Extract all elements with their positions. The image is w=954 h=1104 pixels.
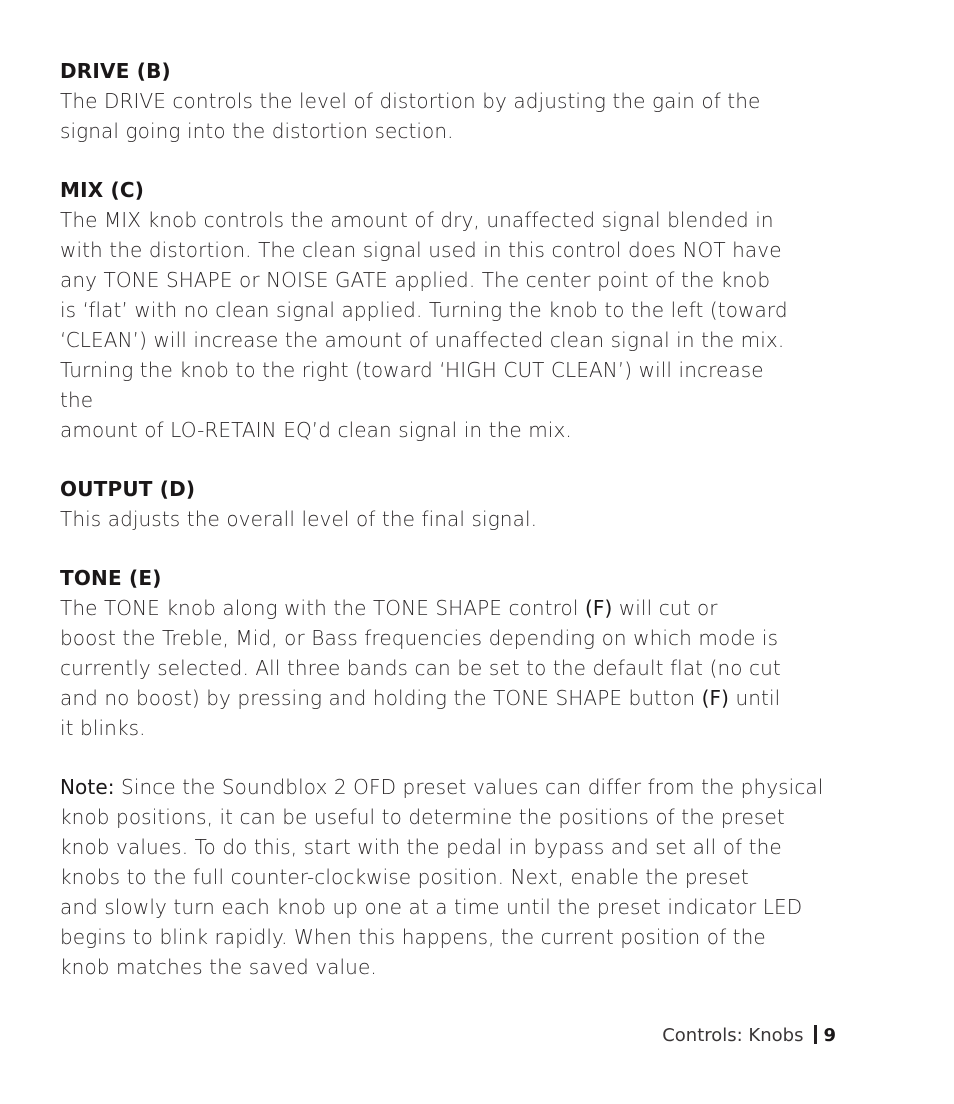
section-drive	[60, 56, 850, 146]
section-heading-output: OUTPUT (D)	[60, 477, 196, 501]
control-reference: (F)	[584, 596, 613, 620]
section-note	[60, 772, 850, 982]
section-output	[60, 474, 850, 534]
section-body-drive	[60, 86, 850, 146]
section-mix	[60, 175, 850, 445]
section-heading-tone: TONE (E)	[60, 566, 162, 590]
body-line: any TONE SHAPE or NOISE GATE applied. The center point of the knob	[60, 268, 771, 292]
body-line	[60, 593, 850, 623]
body-line: with the distortion. The clean signal used in this control does NOT have	[60, 238, 782, 262]
section-body-output	[60, 504, 850, 534]
body-line: knobs to the full counter-clockwise position. Next, enable the preset	[60, 865, 749, 889]
body-line: The MIX knob controls the amount of dry, unaffected signal blended in	[60, 208, 774, 232]
body-line: currently selected. All three bands can be set to the default flat (no cut	[60, 656, 781, 680]
body-line	[60, 772, 850, 802]
body-text-run: and no boost) by pressing and holding the TONE SHAPE button	[60, 686, 702, 710]
note-body	[60, 772, 850, 982]
body-line: the	[60, 388, 94, 412]
body-text-run: The TONE knob along with the TONE SHAPE control	[60, 596, 585, 620]
section-heading-drive: DRIVE (B)	[60, 59, 171, 83]
page-number: 9	[823, 1025, 836, 1046]
footer-section-label: Controls: Knobs	[662, 1025, 804, 1046]
footer-divider	[814, 1025, 817, 1044]
body-line: amount of LO-RETAIN EQ’d clean signal in the mix.	[60, 418, 572, 442]
body-line: Turning the knob to the right (toward ‘HIGH CUT CLEAN’) will increase	[60, 358, 764, 382]
body-line: it blinks.	[60, 716, 146, 740]
body-line: and slowly turn each knob up one at a time until the preset indicator LED	[60, 895, 803, 919]
section-heading-mix: MIX (C)	[60, 178, 145, 202]
manual-page-content	[60, 56, 850, 1011]
body-line: ‘CLEAN’) will increase the amount of unaffected clean signal in the mix.	[60, 328, 785, 352]
body-line: This adjusts the overall level of the final signal.	[60, 507, 538, 531]
body-line: The DRIVE controls the level of distortion by adjusting the gain of the	[60, 89, 761, 113]
body-line: knob values. To do this, start with the pedal in bypass and set all of the	[60, 835, 782, 859]
body-line: begins to blink rapidly. When this happens, the current position of the	[60, 925, 766, 949]
body-line: is ‘flat’ with no clean signal applied. Turning the knob to the left (toward	[60, 298, 788, 322]
body-text-run: Since the Soundblox 2 OFD preset values can differ from the physical	[114, 775, 824, 799]
section-body-mix	[60, 205, 850, 445]
body-line: knob positions, it can be useful to determine the positions of the preset	[60, 805, 785, 829]
section-tone	[60, 563, 850, 743]
page-footer	[662, 1022, 836, 1050]
section-body-tone	[60, 593, 850, 743]
body-text-run: until	[729, 686, 781, 710]
note-label: Note:	[60, 775, 115, 799]
body-text-run: will cut or	[612, 596, 718, 620]
control-reference: (F)	[701, 686, 729, 710]
body-line: boost the Treble, Mid, or Bass frequencies depending on which mode is	[60, 626, 779, 650]
body-line	[60, 683, 850, 713]
body-line: signal going into the distortion section.	[60, 119, 454, 143]
body-line: knob matches the saved value.	[60, 955, 377, 979]
